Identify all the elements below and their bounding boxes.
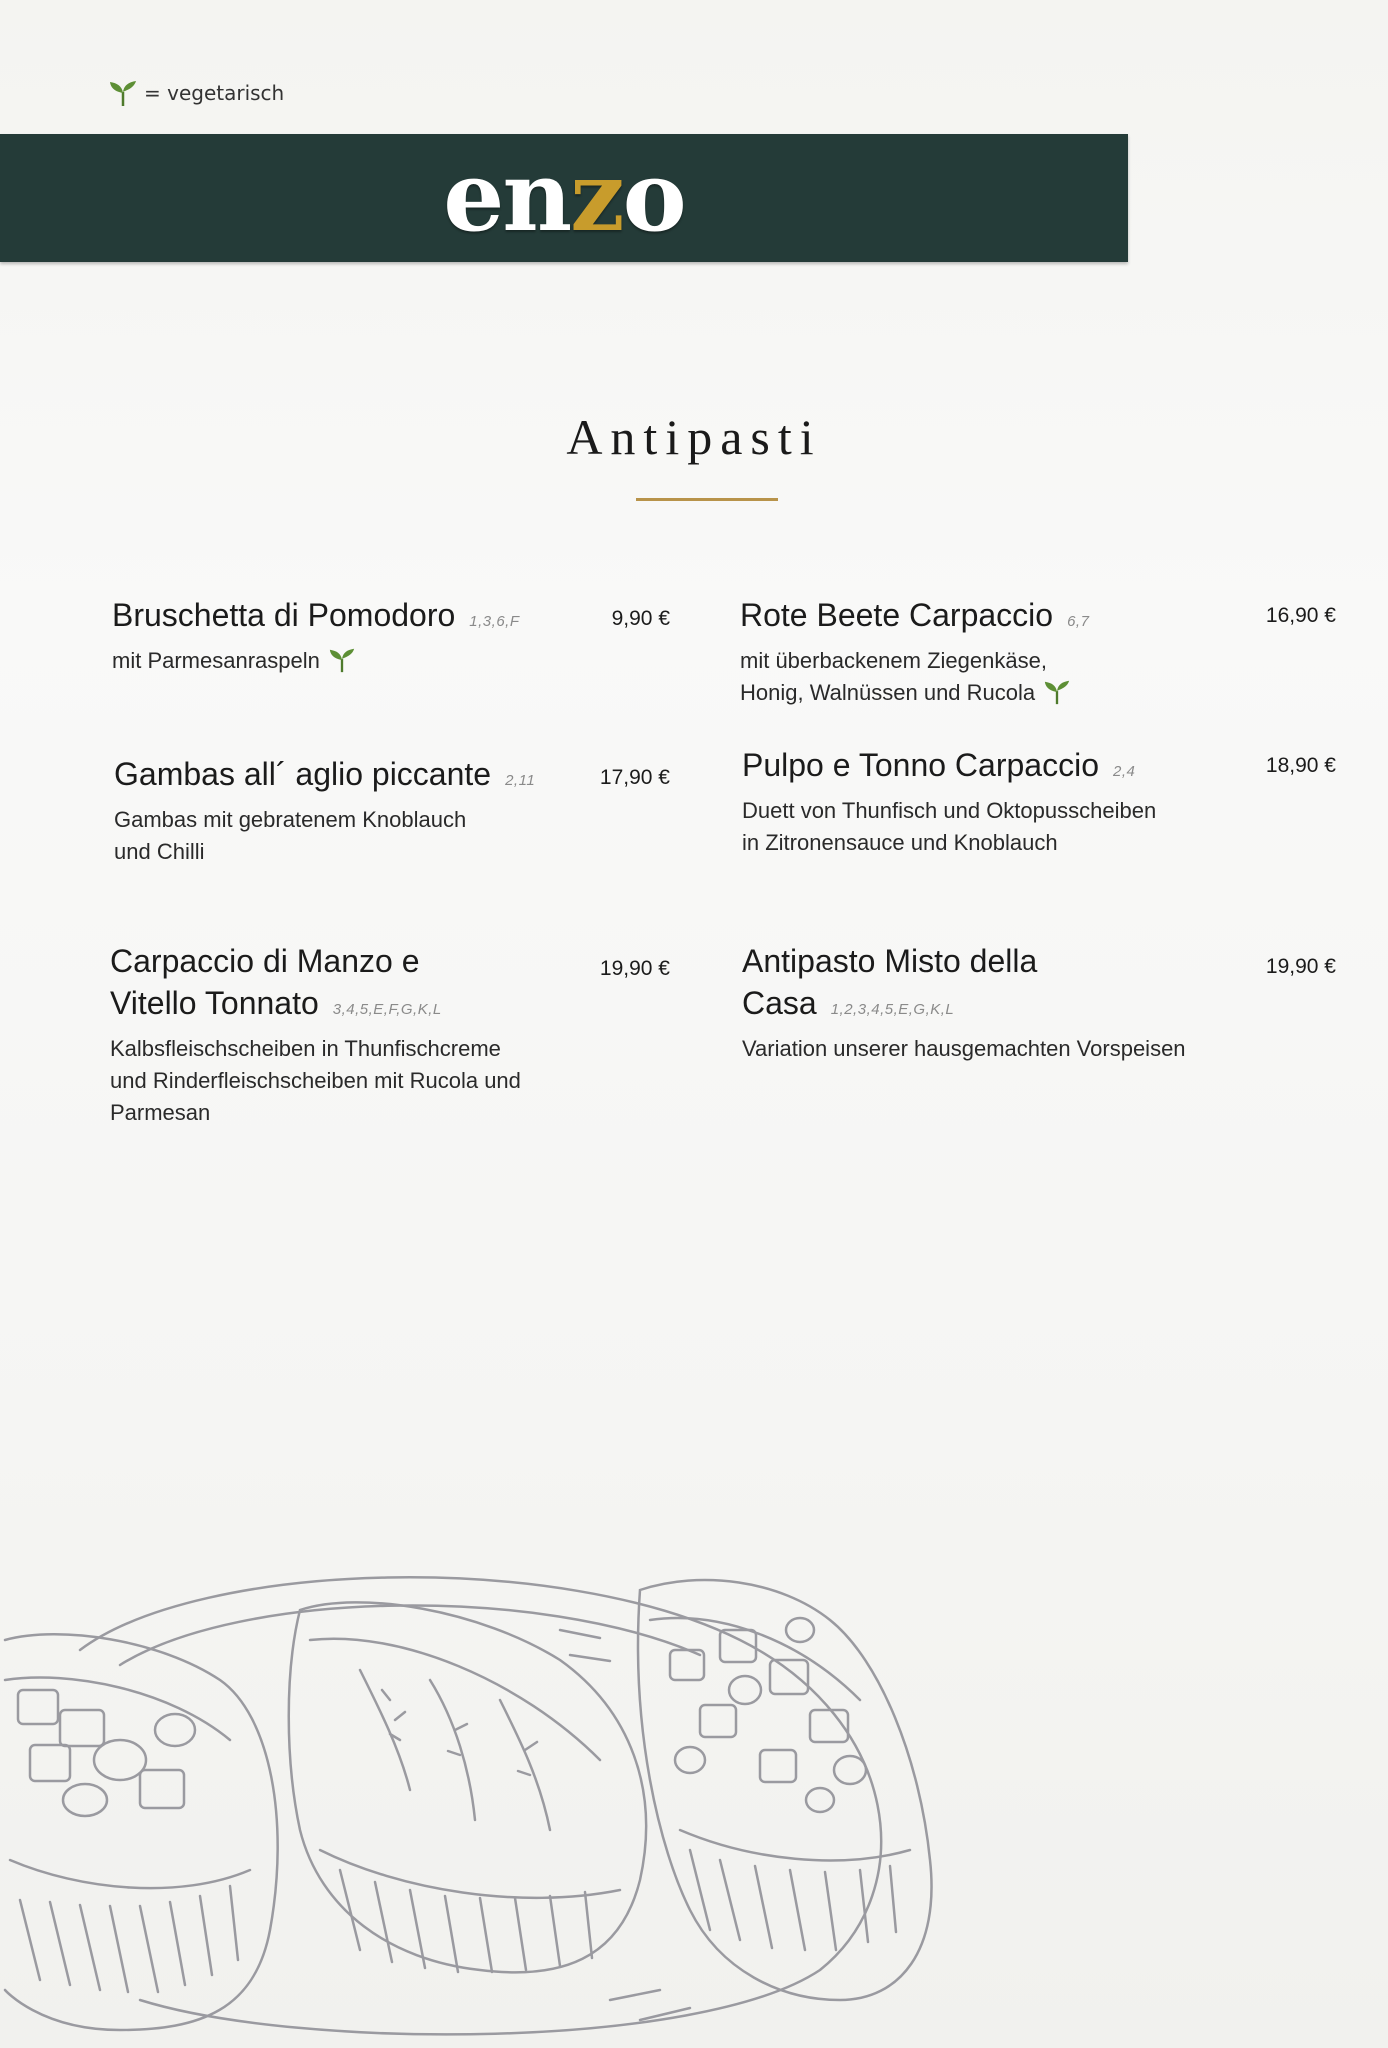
menu-item <box>742 940 1186 1065</box>
item-name-line2: Casa <box>742 985 817 1021</box>
item-allergens: 2,11 <box>505 772 536 789</box>
item-name: Rote Beete Carpaccio <box>740 597 1054 633</box>
item-allergens: 3,4,5,E,F,G,K,L <box>332 1001 442 1018</box>
item-price: 9,90 € <box>611 607 670 630</box>
legend-label: = vegetarisch <box>144 81 285 105</box>
bruschetta-sketch-illustration <box>0 1530 1000 2048</box>
item-allergens: 1,2,3,4,5,E,G,K,L <box>830 1001 955 1018</box>
item-allergens: 2,4 <box>1112 763 1136 780</box>
item-price: 17,90 € <box>599 766 670 789</box>
item-description: mit Parmesanraspeln <box>112 648 320 673</box>
item-price: 19,90 € <box>599 957 670 980</box>
item-description: Kalbsfleischscheiben in Thunfischcreme und Rinderfleischscheiben mit Rucola und Parmesan <box>110 1036 521 1125</box>
section-title: Antipasti <box>566 409 822 465</box>
vegetarian-legend <box>108 78 284 108</box>
leaf-icon <box>108 78 138 108</box>
menu-item <box>114 753 535 868</box>
item-name-line2: Vitello Tonnato <box>110 985 319 1021</box>
menu-item <box>110 940 521 1129</box>
leaf-icon <box>1043 678 1071 706</box>
section-divider <box>636 498 778 501</box>
item-name: Pulpo e Tonno Carpaccio <box>742 747 1099 783</box>
leaf-icon <box>328 646 356 674</box>
item-name: Gambas all´ aglio piccante <box>114 756 492 792</box>
item-price: 18,90 € <box>1265 754 1336 777</box>
item-description: mit überbackenem Ziegenkäse, Honig, Walnüssen und Rucola <box>740 648 1047 705</box>
enzo-logo: enzo <box>443 140 685 253</box>
menu-item <box>742 744 1156 859</box>
item-price: 16,90 € <box>1265 604 1336 627</box>
item-price: 19,90 € <box>1265 955 1336 978</box>
item-allergens: 1,3,6,F <box>469 613 520 630</box>
item-allergens: 6,7 <box>1067 613 1090 630</box>
brand-banner <box>0 134 1128 262</box>
item-name-line1: Antipasto Misto della <box>742 943 1038 979</box>
menu-item <box>112 594 520 677</box>
item-description: Gambas mit gebratenem Knoblauch und Chilli <box>114 807 467 864</box>
item-name: Bruschetta di Pomodoro <box>112 597 456 633</box>
item-description: Duett von Thunfisch und Oktopusscheiben in Zitronensauce und Knoblauch <box>742 798 1157 855</box>
item-description: Variation unserer hausgemachten Vorspeisen <box>742 1036 1186 1061</box>
item-name-line1: Carpaccio di Manzo e <box>110 943 420 979</box>
menu-item <box>740 594 1089 709</box>
